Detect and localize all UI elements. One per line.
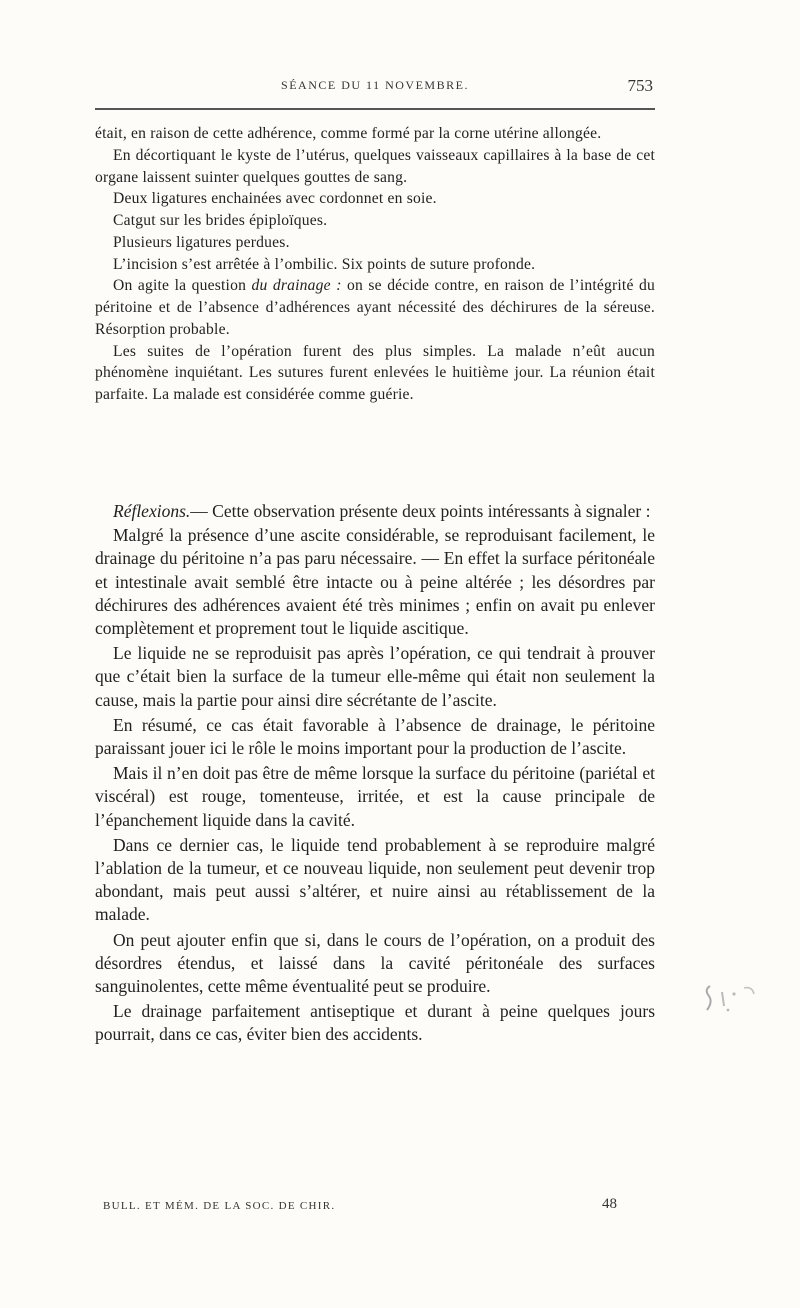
paragraph: L’incision s’est arrêtée à l’ombilic. Six points de suture profonde. bbox=[113, 255, 536, 273]
reflections-text bbox=[95, 500, 655, 1047]
page-number: 753 bbox=[627, 76, 653, 95]
paragraph: Dans ce dernier cas, le liquide tend probablement à se reproduire malgré l’ablation de la tumeur, et ce nouveau liquide, non seulement peut devenir trop abondant, mais peut aussi s’altérer, et nuire ainsi au rétablissement de la malade. bbox=[95, 834, 655, 925]
page-header bbox=[95, 76, 655, 100]
running-head: SÉANCE DU 11 NOVEMBRE. bbox=[281, 78, 469, 92]
paragraph: Le liquide ne se reproduisit pas après l’opération, ce qui tendrait à prouver que c’était bien la surface de la tumeur elle-même qui était non seulement la cause, mais la partie pour ainsi dire sécrétante de l’ascite. bbox=[95, 643, 655, 710]
drainage-text-after: on se décide contre, en raison de l’intégrité du péritoine et de l’absence d’adhérences ayant nécessité des déchirures de la séreuse. Résorption probable. bbox=[95, 277, 655, 338]
paragraph: Les suites de l’opération furent des plus simples. La malade n’eût aucun phénomène inquiétant. Les sutures furent enlevées le huitième jour. La réunion était parfaite. La malade est considérée comme guérie. bbox=[95, 342, 655, 403]
paragraph: Plusieurs ligatures perdues. bbox=[113, 233, 290, 251]
case-report-text bbox=[95, 123, 655, 406]
journal-title: BULL. ET MÉM. DE LA SOC. DE CHIR. bbox=[103, 1200, 336, 1212]
signature-mark: 48 bbox=[602, 1196, 617, 1212]
page-footer bbox=[95, 1196, 655, 1218]
paragraph: Deux ligatures enchainées avec cordonnet en soie. bbox=[113, 190, 437, 208]
drainage-emphasis: du drainage : bbox=[251, 277, 342, 295]
paragraph: était, en raison de cette adhérence, comme formé par la corne utérine allongée. bbox=[95, 125, 602, 142]
paragraph: Catgut sur les brides épiploïques. bbox=[113, 212, 328, 229]
reflections-label: Réflexions. bbox=[113, 501, 191, 521]
reflections-heading bbox=[95, 500, 655, 523]
paragraph: Malgré la présence d’une ascite considérable, se reproduisant facilement, le drainage du péritoine n’a pas paru nécessaire. — En effet la surface péritonéale et intestinale avait semblé être intacte ou à peine altérée ; les désordres par déchirures des adhérences avaient été très minimes ; enfin on avait pu enlever complètement et proprement tout le liquide ascitique. bbox=[95, 525, 655, 639]
paragraph: En résumé, ce cas était favorable à l’absence de drainage, le péritoine paraissant jouer ici le rôle le moins important pour la production de l’ascite. bbox=[95, 714, 655, 759]
paragraph: Le drainage parfaitement antiseptique et durant à peine quelques jours pourrait, dans ce cas, éviter bien des accidents. bbox=[95, 1001, 655, 1045]
paragraph: En décortiquant le kyste de l’utérus, quelques vaisseaux capillaires à la base de cet organe laissent suinter quelques gouttes de sang. bbox=[95, 146, 655, 186]
paragraph: On peut ajouter enfin que si, dans le cours de l’opération, on a produit des désordres étendus, et laissé dans la cavité péritonéale des surfaces sanguinolentes, cette même éventualité peut se produire. bbox=[95, 929, 655, 997]
paragraph: Mais il n’en doit pas être de même lorsque la surface du péritoine (pariétal et viscéral) est rouge, tomenteuse, irritée, et est la cause principale de l’épanchement liquide dans la cavité. bbox=[95, 763, 655, 830]
drainage-text-before: On agite la question bbox=[113, 277, 252, 295]
margin-ink-mark bbox=[700, 980, 770, 1020]
drainage-paragraph bbox=[95, 275, 655, 340]
reflections-intro: — Cette observation présente deux points intéressants à signaler : bbox=[190, 501, 651, 521]
header-rule bbox=[95, 108, 655, 110]
